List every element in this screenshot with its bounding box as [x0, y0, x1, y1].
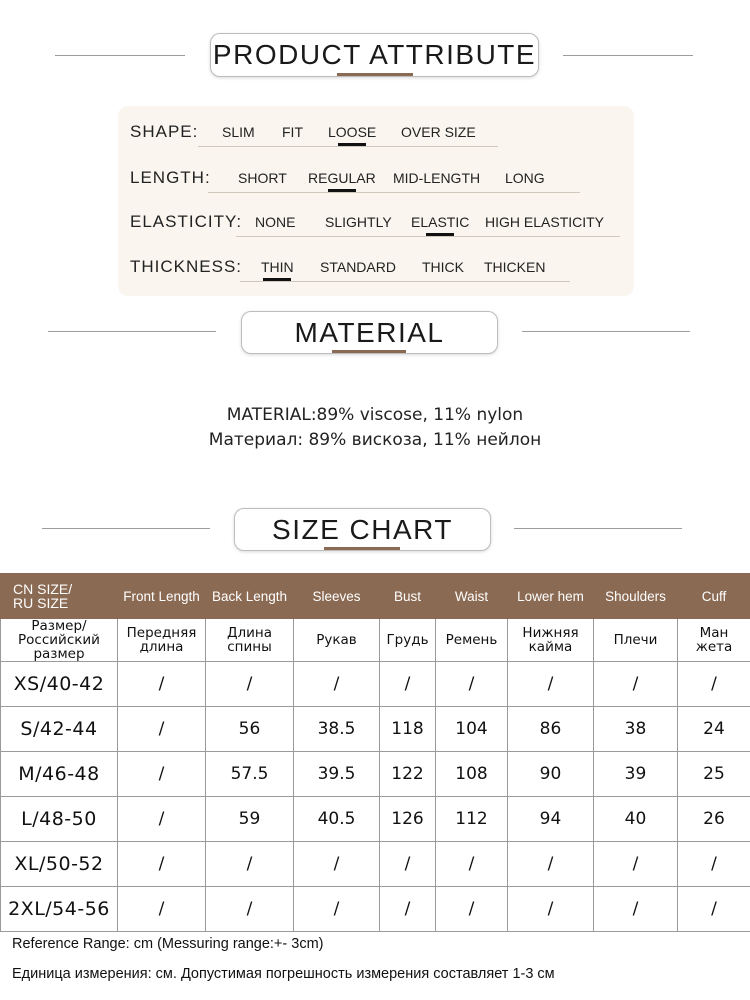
header-ru-cell: Нижняя кайма — [508, 619, 594, 662]
measurement-cell: / — [436, 662, 508, 707]
divider-left — [42, 528, 210, 529]
measurement-cell: / — [206, 887, 294, 932]
attr-option-selected: REGULAR — [308, 170, 376, 186]
size-cell: XS/40-42 — [1, 662, 118, 707]
measurement-cell: / — [508, 887, 594, 932]
header-cell: Shoulders — [594, 574, 678, 619]
header-cell: Front Length — [118, 574, 206, 619]
measurement-cell: 38.5 — [294, 707, 380, 752]
measurement-cell: 104 — [436, 707, 508, 752]
table-row — [1, 707, 750, 752]
attr-option-selected: LOOSE — [328, 124, 377, 140]
attr-option: SHORT — [238, 170, 287, 186]
divider-left — [48, 331, 216, 332]
measurement-cell: / — [678, 887, 750, 932]
divider-right — [522, 331, 690, 332]
header-ru-cell: Длина спины — [206, 619, 294, 662]
header-cell: Waist — [436, 574, 508, 619]
size-chart-title: SIZE CHART — [234, 508, 491, 551]
reference-note-en: Reference Range: cm (Messuring range:+- 3cm) — [12, 936, 324, 952]
measurement-cell: / — [294, 887, 380, 932]
attr-option: HIGH ELASTICITY — [485, 214, 605, 230]
measurement-cell: / — [508, 842, 594, 887]
attr-label: SHAPE: — [130, 122, 199, 141]
attr-option: THICKEN — [484, 259, 546, 275]
size-cell: S/42-44 — [1, 707, 118, 752]
measurement-cell: / — [508, 662, 594, 707]
attr-option-selected: ELASTIC — [411, 214, 470, 230]
header-cell: CN SIZE/ RU SIZE — [1, 574, 118, 619]
measurement-cell: / — [118, 887, 206, 932]
header-ru-cell: Передняя длина — [118, 619, 206, 662]
measurement-cell: 26 — [678, 797, 750, 842]
header-ru-cell: Ман жета — [678, 619, 750, 662]
size-cell: XL/50-52 — [1, 842, 118, 887]
measurement-cell: / — [294, 662, 380, 707]
attr-row-shape — [118, 122, 634, 152]
measurement-cell: / — [118, 797, 206, 842]
measurement-cell: 24 — [678, 707, 750, 752]
table-row — [1, 887, 750, 932]
material-ru: Материал: 89% вискоза, 11% нейлон — [208, 430, 542, 450]
attr-rule — [240, 281, 570, 282]
table-header-row — [1, 574, 750, 619]
divider-right — [563, 55, 693, 56]
title-underline — [324, 547, 400, 550]
attribute-card — [118, 106, 634, 296]
attr-option: MID-LENGTH — [393, 170, 481, 186]
table-row — [1, 842, 750, 887]
divider-left — [55, 55, 185, 56]
measurement-cell: / — [118, 662, 206, 707]
measurement-cell: 40.5 — [294, 797, 380, 842]
measurement-cell: 86 — [508, 707, 594, 752]
measurement-cell: / — [436, 887, 508, 932]
attr-rule — [198, 146, 498, 147]
measurement-cell: / — [206, 662, 294, 707]
measurement-cell: / — [380, 887, 436, 932]
measurement-cell: 108 — [436, 752, 508, 797]
measurement-cell: 59 — [206, 797, 294, 842]
attr-row-length — [118, 168, 634, 198]
attr-option: NONE — [255, 214, 296, 230]
attr-option: FIT — [282, 124, 303, 140]
header-ru-cell: Рукав — [294, 619, 380, 662]
header-cell: Bust — [380, 574, 436, 619]
measurement-cell: / — [678, 842, 750, 887]
measurement-cell: 126 — [380, 797, 436, 842]
measurement-cell: / — [380, 842, 436, 887]
measurement-cell: / — [436, 842, 508, 887]
measurement-cell: 112 — [436, 797, 508, 842]
attr-option: SLIM — [222, 124, 255, 140]
measurement-cell: 25 — [678, 752, 750, 797]
material-en: MATERIAL:89% viscose, 11% nylon — [226, 405, 524, 425]
measurement-cell: 94 — [508, 797, 594, 842]
table-header-ru-row — [1, 619, 750, 662]
attr-option: THICK — [422, 259, 464, 275]
reference-note-ru: Единица измерения: см. Допустимая погрешность измерения составляет 1-3 см — [12, 966, 555, 982]
attr-row-thickness — [118, 257, 634, 287]
header-ru-cell: Ремень — [436, 619, 508, 662]
measurement-cell: 90 — [508, 752, 594, 797]
measurement-cell: / — [594, 662, 678, 707]
header-cell: Cuff — [678, 574, 750, 619]
divider-right — [514, 528, 682, 529]
attr-option: STANDARD — [320, 259, 396, 275]
measurement-cell: 57.5 — [206, 752, 294, 797]
attr-label: LENGTH: — [130, 168, 211, 187]
measurement-cell: 39 — [594, 752, 678, 797]
size-cell: L/48-50 — [1, 797, 118, 842]
table-row — [1, 797, 750, 842]
size-table — [0, 573, 750, 932]
attr-label: ELASTICITY: — [130, 212, 243, 231]
material-title: MATERIAL — [241, 311, 498, 354]
measurement-cell: 122 — [380, 752, 436, 797]
measurement-cell: / — [118, 842, 206, 887]
attr-option: SLIGHTLY — [325, 214, 392, 230]
attr-rule — [208, 192, 580, 193]
header-ru-cell: Размер/ Российский размер — [1, 619, 118, 662]
attr-row-elasticity — [118, 212, 634, 242]
size-cell: 2XL/54-56 — [1, 887, 118, 932]
title-underline — [332, 350, 406, 353]
measurement-cell: / — [594, 842, 678, 887]
measurement-cell: 39.5 — [294, 752, 380, 797]
measurement-cell: / — [118, 707, 206, 752]
attr-rule — [236, 236, 620, 237]
size-cell: M/46-48 — [1, 752, 118, 797]
measurement-cell: / — [118, 752, 206, 797]
attr-option: LONG — [505, 170, 545, 186]
measurement-cell: / — [678, 662, 750, 707]
measurement-cell: 118 — [380, 707, 436, 752]
measurement-cell: / — [294, 842, 380, 887]
attr-label: THICKNESS: — [130, 257, 243, 276]
product-attribute-title: PRODUCT ATTRIBUTE — [210, 33, 539, 77]
header-ru-cell: Плечи — [594, 619, 678, 662]
measurement-cell: / — [206, 842, 294, 887]
table-row — [1, 752, 750, 797]
measurement-cell: / — [594, 887, 678, 932]
measurement-cell: 56 — [206, 707, 294, 752]
header-cell: Back Length — [206, 574, 294, 619]
measurement-cell: / — [380, 662, 436, 707]
measurement-cell: 40 — [594, 797, 678, 842]
title-underline — [337, 73, 413, 76]
header-cell: Sleeves — [294, 574, 380, 619]
table-row — [1, 662, 750, 707]
header-cell: Lower hem — [508, 574, 594, 619]
attr-option-selected: THIN — [261, 259, 294, 275]
header-ru-cell: Грудь — [380, 619, 436, 662]
attr-option: OVER SIZE — [401, 124, 476, 140]
measurement-cell: 38 — [594, 707, 678, 752]
